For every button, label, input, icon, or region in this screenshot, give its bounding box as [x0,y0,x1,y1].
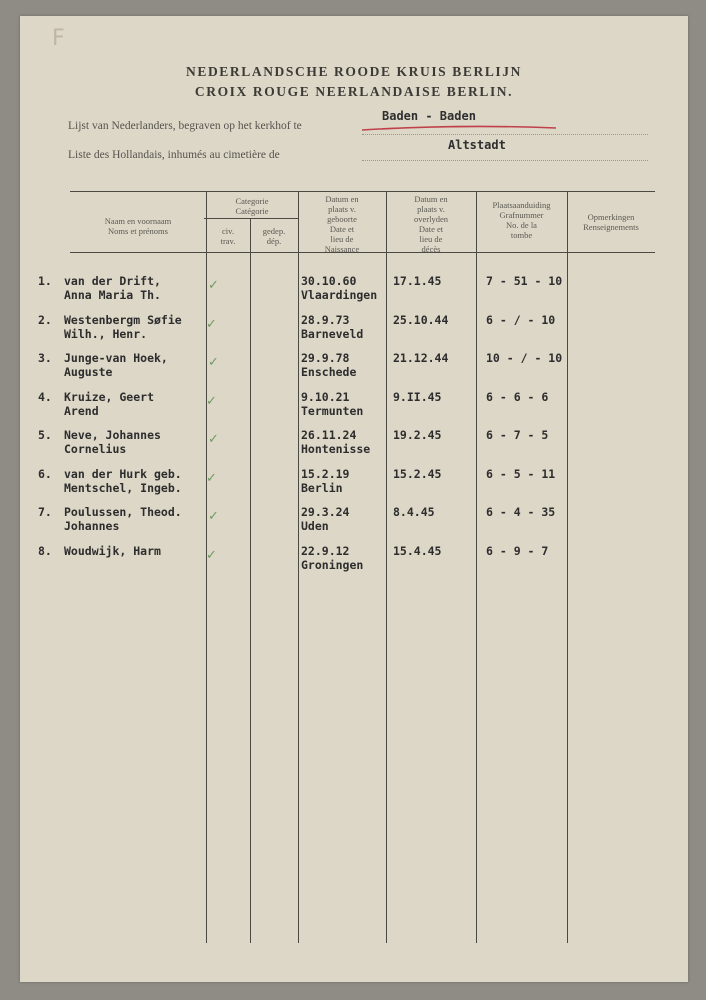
deceased-name-line2: Wilh., Henr. [64,327,148,341]
check-mark-icon: ✓ [206,471,217,486]
deceased-name-line2: Arend [64,404,99,418]
check-mark-icon: ✓ [208,432,219,447]
row-number: 6. [38,467,52,481]
header-death: Datum en plaats v. overlyden Date et lieu de décès [414,194,448,254]
list-label-dutch: Lijst van Nederlanders, begraven op het kerkhof te [68,120,302,132]
deceased-name-line1: Poulussen, Theod. [64,505,182,519]
deceased-name-line1: Westenbergm Søfie [64,313,182,327]
death-date: 8.4.45 [393,505,435,519]
deceased-name-line1: Woudwijk, Harm [64,544,161,558]
birth-place: Uden [301,519,329,533]
grave-number: 6 - 6 - 6 [486,390,549,404]
birth-date: 26.11.24 [301,428,357,442]
corner-pencil-mark: F [52,26,65,51]
check-mark-icon: ✓ [208,355,219,370]
header-gedep: gedep. dép. [262,226,286,246]
check-mark-icon: ✓ [206,548,217,563]
deceased-name-line2: Cornelius [64,442,127,456]
grave-number: 6 - 5 - 11 [486,467,556,481]
death-date: 15.4.45 [393,544,442,558]
birth-date: 9.10.21 [301,390,350,404]
death-date: 19.2.45 [393,428,442,442]
birth-place: Barneveld [301,327,364,341]
row-number: 5. [38,428,52,442]
grave-number: 7 - 51 - 10 [486,274,563,288]
header-grave: Plaatsaanduiding Grafnummer No. de la tombe [492,200,551,240]
list-label-french: Liste des Hollandais, inhumés au cimetière de [68,149,280,161]
birth-place: Hontenisse [301,442,371,456]
header-category: Categorie Catégorie [235,196,269,216]
row-number: 4. [38,390,52,404]
dotted-fill-line [362,134,648,135]
check-mark-icon: ✓ [206,394,217,409]
check-mark-icon: ✓ [208,509,219,524]
birth-date: 28.9.73 [301,313,350,327]
birth-date: 29.9.78 [301,351,350,365]
row-number: 2. [38,313,52,327]
column-divider [206,191,207,943]
birth-date: 29.3.24 [301,505,350,519]
death-date: 25.10.44 [393,313,449,327]
death-date: 17.1.45 [393,274,442,288]
header-remarks: Opmerkingen Renseignements [583,212,639,232]
death-date: 15.2.45 [393,467,442,481]
birth-place: Vlaardingen [301,288,378,302]
grave-number: 6 - 7 - 5 [486,428,549,442]
column-divider [476,191,477,943]
deceased-name-line2: Anna Maria Th. [64,288,161,302]
header-name: Naam en voornaam Noms et prénoms [104,216,172,236]
grave-number: 6 - 4 - 35 [486,505,556,519]
row-number: 8. [38,544,52,558]
check-mark-icon: ✓ [206,317,217,332]
column-divider [567,191,568,943]
deceased-name-line2: Johannes [64,519,120,533]
row-number: 3. [38,351,52,365]
death-date: 21.12.44 [393,351,449,365]
birth-date: 30.10.60 [301,274,357,288]
deceased-name-line2: Mentschel, Ingeb. [64,481,182,495]
red-pencil-underline [360,122,560,134]
header-title-french: CROIX ROUGE NEERLANDAISE BERLIN. [194,84,514,99]
grave-number: 10 - / - 10 [486,351,563,365]
row-number: 7. [38,505,52,519]
grave-number: 6 - 9 - 7 [486,544,549,558]
deceased-name-line1: Neve, Johannes [64,428,161,442]
deceased-name-line1: Kruize, Geert [64,390,155,404]
death-date: 9.II.45 [393,390,442,404]
birth-place: Enschede [301,365,357,379]
grave-number: 6 - / - 10 [486,313,556,327]
deceased-name-line1: Junge-van Hoek, [64,351,168,365]
column-divider [250,218,251,943]
header-civ: civ. trav. [220,226,236,246]
cemetery-place-line2: Altstadt [448,138,506,152]
category-subheader-rule [204,218,298,219]
cemetery-place-line1: Baden - Baden [382,109,476,123]
dotted-fill-line [362,160,648,161]
column-divider [386,191,387,943]
birth-date: 22.9.12 [301,544,350,558]
header-title-dutch: NEDERLANDSCHE ROODE KRUIS BERLIJN [186,64,522,79]
birth-place: Berlin [301,481,343,495]
header-birth: Datum en plaats v. geboorte Date et lieu de Naissance [324,194,360,254]
deceased-name-line1: van der Hurk geb. [64,467,182,481]
deceased-name-line1: van der Drift, [64,274,161,288]
check-mark-icon: ✓ [208,278,219,293]
birth-date: 15.2.19 [301,467,350,481]
birth-place: Groningen [301,558,364,572]
row-number: 1. [38,274,52,288]
column-divider [298,191,299,943]
birth-place: Termunten [301,404,364,418]
deceased-name-line2: Auguste [64,365,113,379]
document-page [20,16,688,982]
